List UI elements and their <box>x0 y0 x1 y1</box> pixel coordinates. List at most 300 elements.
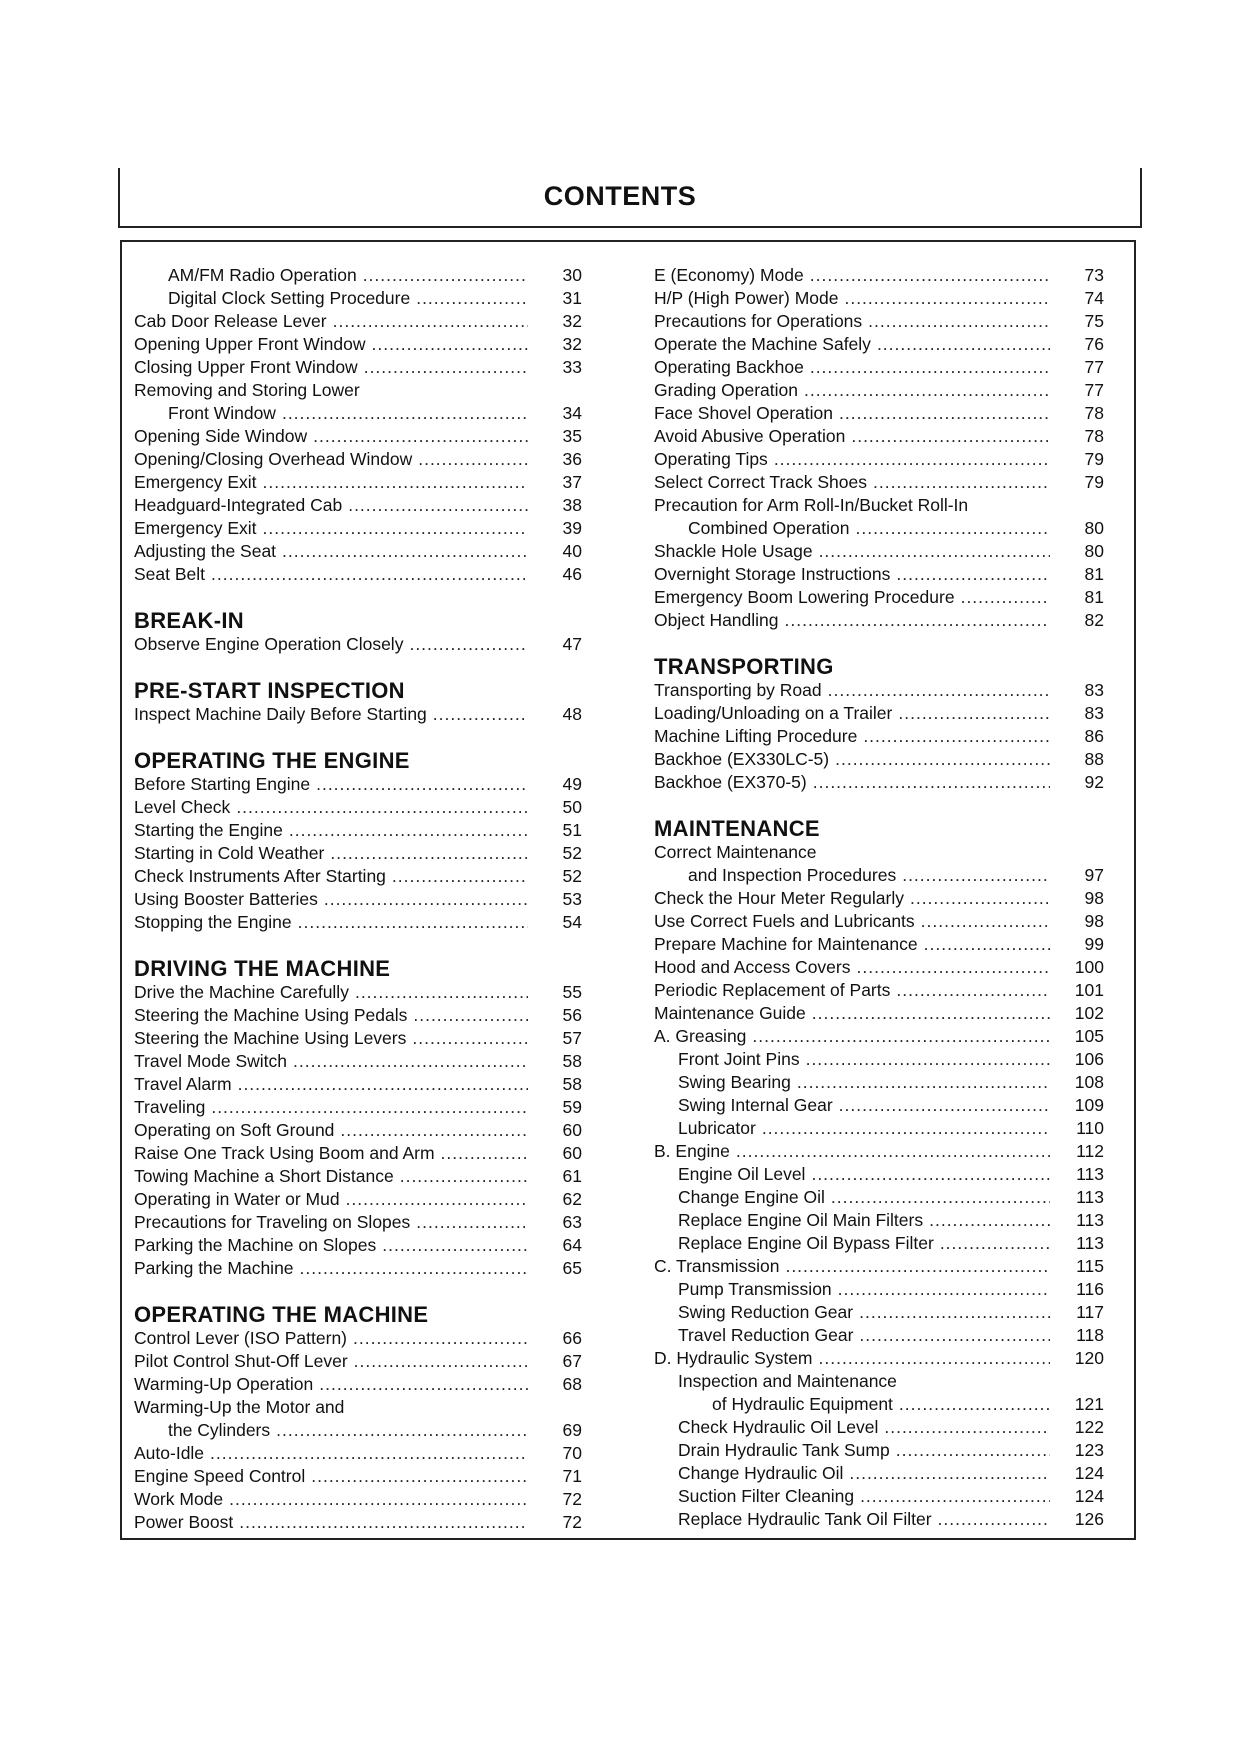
toc-entry[interactable] <box>134 471 582 494</box>
dot-leader <box>811 1163 1050 1186</box>
toc-entry[interactable] <box>134 333 582 356</box>
dot-leader <box>857 956 1051 979</box>
toc-entry-title: the Cylinders <box>168 1420 271 1440</box>
toc-entry-page: 83 <box>1084 703 1104 723</box>
toc-entry-title: Drain Hydraulic Tank Sump <box>678 1440 890 1460</box>
toc-entry-title: Travel Reduction Gear <box>678 1325 854 1345</box>
section-heading: DRIVING THE MACHINE <box>134 956 391 981</box>
toc-entry-page: 32 <box>562 311 582 331</box>
toc-entry-title: Steering the Machine Using Pedals <box>134 1005 408 1025</box>
toc-entry[interactable] <box>654 1117 1104 1140</box>
toc-entry[interactable] <box>134 796 582 819</box>
toc-entry[interactable] <box>654 609 1104 632</box>
toc-entry[interactable] <box>654 1025 1104 1048</box>
toc-entry-title: Inspect Machine Daily Before Starting <box>134 704 427 724</box>
toc-entry-page: 75 <box>1084 311 1104 331</box>
toc-entry-title: Precautions for Traveling on Slopes <box>134 1212 411 1232</box>
toc-entry[interactable] <box>134 819 582 842</box>
toc-entry-title: Operate the Machine Safely <box>654 334 871 354</box>
dot-leader <box>324 888 528 911</box>
toc-entry-page: 55 <box>562 982 582 1002</box>
toc-entry-page: 31 <box>562 288 582 308</box>
dot-leader <box>330 842 528 865</box>
toc-entry-page: 53 <box>562 889 582 909</box>
toc-entry-page: 109 <box>1074 1095 1104 1115</box>
toc-entry-page: 36 <box>562 449 582 469</box>
toc-entry-page: 113 <box>1076 1210 1104 1230</box>
toc-entry[interactable] <box>654 1163 1104 1186</box>
toc-entry-title: Warming-Up Operation <box>134 1374 314 1394</box>
toc-entry-title: Opening/Closing Overhead Window <box>134 449 413 469</box>
toc-entry-page: 30 <box>562 265 582 285</box>
toc-entry[interactable] <box>134 865 582 888</box>
toc-entry-page: 88 <box>1084 749 1104 769</box>
dot-leader <box>859 1324 1050 1347</box>
toc-entry-title: H/P (High Power) Mode <box>654 288 839 308</box>
toc-entry-title: Correct Maintenance <box>654 842 817 862</box>
toc-entry-title: D. Hydraulic System <box>654 1348 813 1368</box>
toc-entry[interactable] <box>134 703 582 726</box>
toc-entry-title: Precautions for Operations <box>654 311 863 331</box>
toc-entry[interactable] <box>654 771 1104 794</box>
dot-leader <box>839 402 1050 425</box>
section-heading: PRE-START INSPECTION <box>134 678 405 703</box>
toc-entry-page: 100 <box>1074 957 1104 977</box>
toc-entry-page: 110 <box>1076 1118 1104 1138</box>
toc-entry-title: Change Engine Oil <box>678 1187 825 1207</box>
toc-entry[interactable] <box>654 1462 1104 1485</box>
toc-entry-page: 113 <box>1076 1187 1104 1207</box>
toc-entry-title: Auto-Idle <box>134 1443 205 1463</box>
toc-entry[interactable] <box>654 264 1104 287</box>
toc-entry-title: Closing Upper Front Window <box>134 357 358 377</box>
dot-leader <box>263 517 528 540</box>
dot-leader <box>896 1439 1050 1462</box>
toc-entry-page: 112 <box>1076 1141 1104 1161</box>
toc-entry[interactable] <box>654 287 1104 310</box>
toc-entry-page: 113 <box>1076 1233 1104 1253</box>
toc-entry-title: Face Shovel Operation <box>654 403 833 423</box>
toc-entry[interactable] <box>654 679 1104 702</box>
toc-entry-title: Avoid Abusive Operation <box>654 426 846 446</box>
toc-entry-page: 79 <box>1084 472 1104 492</box>
toc-entry[interactable] <box>654 1370 1104 1393</box>
toc-entry-page: 58 <box>562 1074 582 1094</box>
toc-entry-page: 78 <box>1084 403 1104 423</box>
toc-entry-title: Pilot Control Shut-Off Lever <box>134 1351 348 1371</box>
dot-leader <box>238 1073 528 1096</box>
toc-entry-title: Shackle Hole Usage <box>654 541 813 561</box>
toc-entry[interactable] <box>134 1027 582 1050</box>
toc-entry[interactable] <box>654 702 1104 725</box>
dot-leader <box>413 1004 528 1027</box>
toc-entry[interactable] <box>654 1439 1104 1462</box>
toc-entry-title: Removing and Storing Lower <box>134 380 360 400</box>
toc-entry-page: 63 <box>562 1212 582 1232</box>
toc-entry[interactable] <box>654 402 1104 425</box>
toc-entry-title: Front Joint Pins <box>678 1049 800 1069</box>
toc-entry-page: 51 <box>562 820 582 840</box>
toc-entry[interactable] <box>134 1142 582 1165</box>
toc-entry-page: 122 <box>1074 1417 1104 1437</box>
dot-leader <box>774 448 1050 471</box>
toc-entry-page: 50 <box>562 797 582 817</box>
toc-entry[interactable] <box>134 494 582 517</box>
toc-entry-page: 70 <box>562 1443 582 1463</box>
toc-entry-title: Combined Operation <box>688 518 850 538</box>
toc-entry-title: of Hydraulic Equipment <box>712 1394 893 1414</box>
toc-entry[interactable] <box>654 379 1104 402</box>
dot-leader <box>298 911 528 934</box>
toc-entry-title: Check Hydraulic Oil Level <box>678 1417 879 1437</box>
toc-entry-page: 102 <box>1074 1003 1104 1023</box>
toc-entry[interactable] <box>134 563 582 586</box>
toc-entry-title: Before Starting Engine <box>134 774 311 794</box>
toc-entry-title: Operating Tips <box>654 449 768 469</box>
toc-entry-page: 47 <box>562 634 582 654</box>
toc-entry-title: Travel Alarm <box>134 1074 232 1094</box>
dot-leader <box>859 1301 1050 1324</box>
dot-leader <box>863 725 1050 748</box>
dot-leader <box>316 773 528 796</box>
toc-entry[interactable] <box>654 540 1104 563</box>
toc-entry[interactable] <box>134 981 582 1004</box>
toc-entry[interactable] <box>654 725 1104 748</box>
toc-entry[interactable] <box>654 979 1104 1002</box>
toc-entry[interactable] <box>134 1373 582 1396</box>
toc-entry[interactable] <box>654 1002 1104 1025</box>
toc-entry[interactable] <box>654 910 1104 933</box>
toc-entry-title: Grading Operation <box>654 380 798 400</box>
dot-leader <box>752 1025 1050 1048</box>
toc-entry-title: Transporting by Road <box>654 680 822 700</box>
dot-leader <box>810 264 1050 287</box>
toc-entry-page: 72 <box>562 1512 582 1532</box>
toc-entry[interactable] <box>654 1278 1104 1301</box>
toc-entry[interactable] <box>654 1485 1104 1508</box>
toc-entry-title: Towing Machine a Short Distance <box>134 1166 394 1186</box>
toc-entry[interactable] <box>654 1048 1104 1071</box>
toc-entry-page: 72 <box>562 1489 582 1509</box>
toc-entry-title: Swing Reduction Gear <box>678 1302 854 1322</box>
toc-entry[interactable] <box>134 1327 582 1350</box>
dot-leader <box>372 333 529 356</box>
toc-entry-title: Starting the Engine <box>134 820 283 840</box>
dot-leader <box>441 1142 528 1165</box>
toc-entry[interactable] <box>134 310 582 333</box>
toc-entry-title: C. Transmission <box>654 1256 780 1276</box>
dot-leader <box>797 1071 1050 1094</box>
toc-entry-title: A. Greasing <box>654 1026 747 1046</box>
toc-entry-title: Parking the Machine on Slopes <box>134 1235 377 1255</box>
dot-leader <box>810 356 1050 379</box>
toc-entry[interactable] <box>654 471 1104 494</box>
section-heading: OPERATING THE ENGINE <box>134 748 410 773</box>
toc-entry-page: 35 <box>562 426 582 446</box>
toc-entry-page: 86 <box>1084 726 1104 746</box>
toc-entry-title: Observe Engine Operation Closely <box>134 634 404 654</box>
toc-entry[interactable] <box>134 1442 582 1465</box>
toc-entry[interactable] <box>134 402 582 425</box>
toc-entry[interactable] <box>134 1511 582 1534</box>
dot-leader <box>392 865 528 888</box>
dot-leader <box>785 1255 1050 1278</box>
toc-entry[interactable] <box>654 1416 1104 1439</box>
dot-leader <box>924 933 1050 956</box>
toc-entry[interactable] <box>134 1465 582 1488</box>
toc-entry[interactable] <box>654 1324 1104 1347</box>
toc-entry-page: 58 <box>562 1051 582 1071</box>
toc-entry-title: Replace Engine Oil Main Filters <box>678 1210 924 1230</box>
toc-entry-title: Change Hydraulic Oil <box>678 1463 844 1483</box>
toc-entry[interactable] <box>134 1050 582 1073</box>
toc-entry-page: 79 <box>1084 449 1104 469</box>
toc-entry-title: Swing Internal Gear <box>678 1095 833 1115</box>
toc-entry-page: 105 <box>1074 1026 1104 1046</box>
toc-entry[interactable] <box>134 888 582 911</box>
toc-entry-title: Using Booster Batteries <box>134 889 318 909</box>
toc-entry[interactable] <box>654 1209 1104 1232</box>
dot-leader <box>851 425 1050 448</box>
toc-entry[interactable] <box>134 1165 582 1188</box>
header-rule-bottom <box>118 226 1142 228</box>
toc-entry[interactable] <box>654 1393 1104 1416</box>
dot-leader <box>736 1140 1050 1163</box>
dot-leader <box>813 771 1050 794</box>
dot-leader <box>353 1327 528 1350</box>
toc-entry[interactable] <box>134 1119 582 1142</box>
dot-leader <box>293 1050 528 1073</box>
toc-entry[interactable] <box>134 517 582 540</box>
toc-entry-page: 52 <box>562 866 582 886</box>
toc-entry[interactable] <box>134 1004 582 1027</box>
toc-entry-page: 98 <box>1084 911 1104 931</box>
toc-entry[interactable] <box>654 1301 1104 1324</box>
toc-entry-page: 37 <box>562 472 582 492</box>
toc-entry-title: Maintenance Guide <box>654 1003 806 1023</box>
toc-entry-title: Front Window <box>168 403 276 423</box>
toc-entry-page: 80 <box>1084 518 1104 538</box>
toc-entry-page: 118 <box>1076 1325 1104 1345</box>
toc-entry-title: Drive the Machine Carefully <box>134 982 349 1002</box>
toc-entry-title: Object Handling <box>654 610 779 630</box>
toc-entry-page: 83 <box>1084 680 1104 700</box>
toc-entry-title: Inspection and Maintenance <box>678 1371 897 1391</box>
toc-entry[interactable] <box>654 748 1104 771</box>
toc-entry[interactable] <box>654 494 1104 517</box>
toc-entry[interactable] <box>134 842 582 865</box>
toc-entry[interactable] <box>134 425 582 448</box>
toc-entry[interactable] <box>134 540 582 563</box>
toc-entry[interactable] <box>654 1071 1104 1094</box>
dot-leader <box>416 1211 528 1234</box>
toc-entry-title: Engine Oil Level <box>678 1164 806 1184</box>
toc-entry-page: 117 <box>1076 1302 1104 1322</box>
dot-leader <box>819 1347 1050 1370</box>
toc-entry[interactable] <box>134 287 582 310</box>
dot-leader <box>806 1048 1050 1071</box>
toc-entry-title: Power Boost <box>134 1512 234 1532</box>
toc-entry[interactable] <box>654 517 1104 540</box>
dot-leader <box>899 1393 1050 1416</box>
toc-entry-title: Select Correct Track Shoes <box>654 472 867 492</box>
toc-entry-title: Periodic Replacement of Parts <box>654 980 891 1000</box>
dot-leader <box>409 633 528 656</box>
toc-entry[interactable] <box>654 1094 1104 1117</box>
dot-leader <box>211 563 528 586</box>
toc-entry-title: Use Correct Fuels and Lubricants <box>654 911 915 931</box>
toc-entry-page: 80 <box>1084 541 1104 561</box>
toc-entry-page: 32 <box>562 334 582 354</box>
toc-entry-title: Parking the Machine <box>134 1258 294 1278</box>
toc-entry-page: 126 <box>1074 1509 1104 1529</box>
toc-entry[interactable] <box>654 841 1104 864</box>
dot-leader <box>873 471 1050 494</box>
toc-entry[interactable] <box>134 1073 582 1096</box>
dot-leader <box>898 702 1050 725</box>
toc-entry[interactable] <box>134 1096 582 1119</box>
toc-entry-title: Engine Speed Control <box>134 1466 306 1486</box>
toc-entry[interactable] <box>134 1396 582 1419</box>
contents-column-left <box>134 264 582 1534</box>
toc-entry-page: 124 <box>1074 1463 1104 1483</box>
toc-entry[interactable] <box>654 310 1104 333</box>
toc-entry-page: 92 <box>1084 772 1104 792</box>
dot-leader <box>239 1511 528 1534</box>
dot-leader <box>319 1373 528 1396</box>
dot-leader <box>902 864 1050 887</box>
toc-entry-page: 39 <box>562 518 582 538</box>
toc-entry[interactable] <box>654 1347 1104 1370</box>
dot-leader <box>412 1027 528 1050</box>
dot-leader <box>300 1257 528 1280</box>
toc-entry[interactable] <box>654 1255 1104 1278</box>
toc-entry-page: 97 <box>1084 865 1104 885</box>
toc-entry-page: 38 <box>562 495 582 515</box>
dot-leader <box>355 981 528 1004</box>
toc-entry[interactable] <box>134 633 582 656</box>
toc-entry-title: Replace Hydraulic Tank Oil Filter <box>678 1509 932 1529</box>
toc-entry-page: 76 <box>1084 334 1104 354</box>
toc-entry-page: 34 <box>562 403 582 423</box>
dot-leader <box>877 333 1050 356</box>
toc-entry-title: Suction Filter Cleaning <box>678 1486 855 1506</box>
toc-entry-page: 40 <box>562 541 582 561</box>
dot-leader <box>896 563 1050 586</box>
section-heading: BREAK-IN <box>134 608 244 633</box>
toc-entry[interactable] <box>134 356 582 379</box>
dot-leader <box>910 887 1050 910</box>
toc-entry-title: Operating in Water or Mud <box>134 1189 340 1209</box>
dot-leader <box>828 679 1050 702</box>
toc-entry[interactable] <box>654 864 1104 887</box>
toc-entry[interactable] <box>654 1140 1104 1163</box>
toc-entry[interactable] <box>654 956 1104 979</box>
toc-entry[interactable] <box>134 1419 582 1442</box>
toc-entry-title: Replace Engine Oil Bypass Filter <box>678 1233 934 1253</box>
toc-entry[interactable] <box>654 425 1104 448</box>
dot-leader <box>311 1465 528 1488</box>
toc-entry[interactable] <box>654 1186 1104 1209</box>
dot-leader <box>282 402 528 425</box>
dot-leader <box>313 425 528 448</box>
toc-entry-title: Level Check <box>134 797 231 817</box>
toc-entry[interactable] <box>134 379 582 402</box>
dot-leader <box>831 1186 1050 1209</box>
dot-leader <box>433 703 528 726</box>
dot-leader <box>938 1508 1050 1531</box>
toc-entry[interactable] <box>654 356 1104 379</box>
toc-entry[interactable] <box>654 887 1104 910</box>
toc-entry-title: and Inspection Procedures <box>688 865 897 885</box>
toc-entry[interactable] <box>134 264 582 287</box>
page-title: CONTENTS <box>543 181 697 211</box>
toc-entry[interactable] <box>134 1257 582 1280</box>
toc-entry[interactable] <box>654 1232 1104 1255</box>
dot-leader <box>929 1209 1050 1232</box>
toc-entry-title: AM/FM Radio Operation <box>168 265 357 285</box>
toc-entry-page: 121 <box>1074 1394 1104 1414</box>
dot-leader <box>276 1419 528 1442</box>
toc-entry[interactable] <box>654 933 1104 956</box>
dot-leader <box>896 979 1050 1002</box>
dot-leader <box>364 356 528 379</box>
toc-entry[interactable] <box>654 333 1104 356</box>
contents-column-right <box>654 264 1104 1531</box>
toc-entry-page: 98 <box>1084 888 1104 908</box>
dot-leader <box>884 1416 1050 1439</box>
dot-leader <box>921 910 1050 933</box>
toc-entry[interactable] <box>134 1488 582 1511</box>
toc-entry[interactable] <box>134 1211 582 1234</box>
toc-entry-title: Digital Clock Setting Procedure <box>168 288 411 308</box>
toc-entry[interactable] <box>134 1234 582 1257</box>
toc-entry[interactable] <box>654 586 1104 609</box>
toc-entry-page: 61 <box>562 1166 582 1186</box>
section-heading: MAINTENANCE <box>654 816 820 841</box>
toc-entry-title: Cab Door Release Lever <box>134 311 327 331</box>
dot-leader <box>860 1485 1050 1508</box>
toc-entry[interactable] <box>134 1350 582 1373</box>
toc-entry-title: Emergency Exit <box>134 472 257 492</box>
toc-entry[interactable] <box>134 911 582 934</box>
toc-entry-title: Emergency Exit <box>134 518 257 538</box>
dot-leader <box>819 540 1050 563</box>
toc-entry-page: 71 <box>562 1466 582 1486</box>
toc-entry-title: B. Engine <box>654 1141 730 1161</box>
dot-leader <box>229 1488 528 1511</box>
toc-entry-title: Travel Mode Switch <box>134 1051 288 1071</box>
toc-entry-title: Traveling <box>134 1097 206 1117</box>
toc-entry[interactable] <box>654 448 1104 471</box>
dot-leader <box>785 609 1050 632</box>
toc-entry-page: 113 <box>1076 1164 1104 1184</box>
dot-leader <box>961 586 1050 609</box>
toc-entry[interactable] <box>654 1508 1104 1531</box>
toc-entry-title: E (Economy) Mode <box>654 265 804 285</box>
toc-entry-page: 106 <box>1074 1049 1104 1069</box>
toc-entry[interactable] <box>134 448 582 471</box>
toc-entry-page: 49 <box>562 774 582 794</box>
toc-entry[interactable] <box>134 773 582 796</box>
dot-leader <box>211 1096 528 1119</box>
dot-leader <box>940 1232 1050 1255</box>
toc-entry-title: Warming-Up the Motor and <box>134 1397 345 1417</box>
toc-entry-page: 77 <box>1084 357 1104 377</box>
toc-entry[interactable] <box>654 563 1104 586</box>
toc-entry-title: Opening Upper Front Window <box>134 334 366 354</box>
toc-entry[interactable] <box>134 1188 582 1211</box>
